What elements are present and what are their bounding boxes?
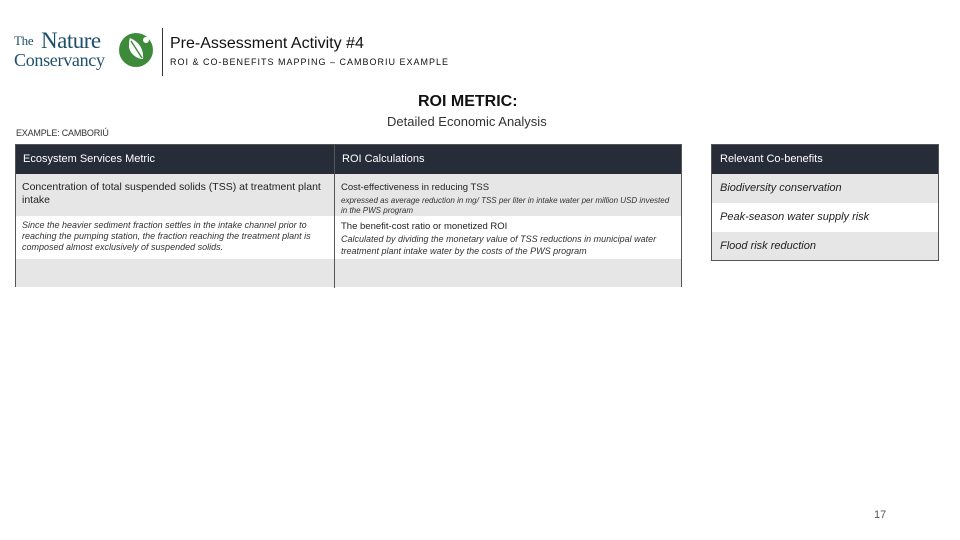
header-roi-calculations: ROI Calculations (335, 145, 681, 174)
metric-cell-2: Since the heavier sediment fraction settles in the intake channel prior to reaching the pumping station, the fraction reaching the treatment plant is composed almost exclusively of suspended solids. (22, 220, 311, 252)
logo-text-conservancy: Conservancy (14, 50, 105, 70)
logo-text-the: The (14, 33, 34, 48)
page-number: 17 (874, 509, 887, 521)
roi-table (15, 144, 682, 287)
calc-main-1: Cost-effectiveness in reducing TSS (341, 182, 490, 193)
cobenefit-item: Peak-season water supply risk (712, 203, 938, 232)
metric-cell-1: Concentration of total suspended solids (TSS) at treatment plant intake (22, 181, 321, 206)
roi-metric-subtitle: Detailed Economic Analysis (387, 114, 547, 129)
oak-leaf-icon (117, 29, 155, 69)
calc-cell-1 (335, 178, 681, 219)
calc-cell-2 (335, 218, 681, 260)
logo-text-nature: Nature (41, 28, 101, 53)
header-ecosystem-metric: Ecosystem Services Metric (16, 145, 334, 174)
calc-detail-2: Calculated by dividing the monetary value of TSS reductions in municipal water treatment plant intake water by the costs of the PWS program (341, 234, 657, 256)
header-relevant-cobenefits: Relevant Co-benefits (712, 145, 938, 174)
calc-main-2: The benefit-cost ratio or monetized ROI (341, 221, 508, 232)
header-divider (162, 28, 163, 76)
cobenefits-table (711, 144, 939, 261)
nature-conservancy-logo (14, 30, 156, 74)
roi-metric-title: ROI METRIC: (418, 93, 518, 110)
page-title: Pre-Assessment Activity #4 (170, 35, 364, 52)
cobenefit-item: Biodiversity conservation (712, 174, 938, 203)
example-label: EXAMPLE: CAMBORIÚ (16, 128, 109, 138)
calc-detail-1: expressed as average reduction in mg/ TSS per liter in intake water per million USD invested in the PWS program (341, 196, 670, 215)
cobenefit-item: Flood risk reduction (712, 232, 938, 260)
page-subtitle: ROI & CO-BENEFITS MAPPING – CAMBORIU EXAMPLE (170, 57, 450, 67)
row-band-3 (16, 259, 681, 287)
